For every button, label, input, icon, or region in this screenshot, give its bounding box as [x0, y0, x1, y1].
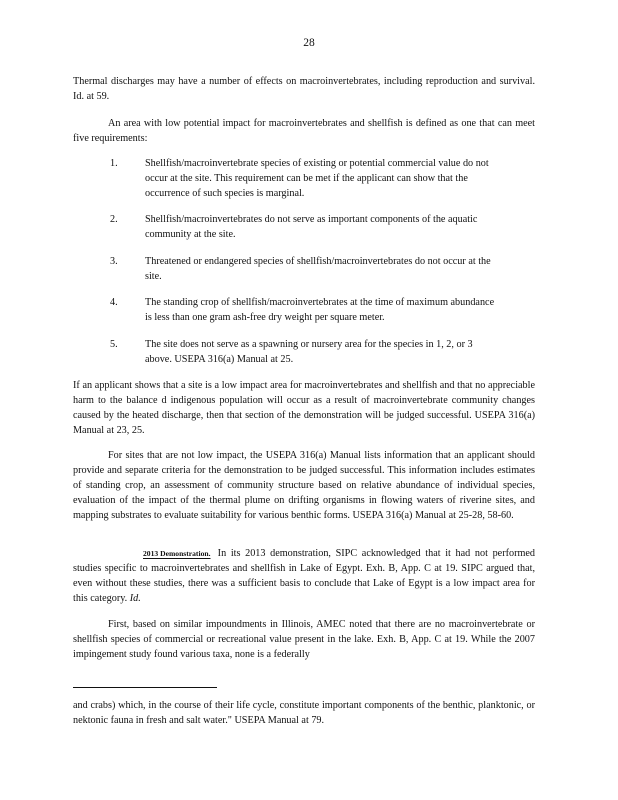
- page-number: 28: [303, 37, 315, 49]
- paragraph-2013-demonstration: [73, 546, 535, 606]
- requirement-number: 1.: [110, 158, 118, 169]
- requirement-item: [73, 295, 535, 325]
- paragraph-thermal-discharges: Thermal discharges may have a number of effects on macroinvertebrates, including reproduction and survival. Id. at 59.: [73, 76, 535, 102]
- requirement-item: [73, 337, 535, 367]
- footnote-divider: [73, 687, 217, 688]
- requirement-number: 2.: [110, 214, 118, 225]
- requirement-item: [73, 212, 535, 242]
- paragraph-low-impact-definition: An area with low potential impact for macroinvertebrates and shellfish is defined as one that can meet five requirements:: [73, 118, 535, 144]
- requirement-text: Shellfish/macroinvertebrate species of existing or potential commercial value do not occur at the site. This requirement can be met if the applicant can show that the occurrence of such species is marginal.: [145, 158, 489, 199]
- requirement-text: Shellfish/macroinvertebrates do not serve as important components of the aquatic community at the site.: [145, 214, 478, 240]
- paragraph-similar-impoundments: First, based on similar impoundments in Illinois, AMEC noted that there are no macroinvertebrate or shellfish species of commercial or recreational value present in the lake. Exh. B, App. C at 19. While the 2007 impingement study found various taxa, none is a federally: [73, 619, 535, 660]
- requirement-item: [73, 156, 535, 201]
- requirement-item: [73, 254, 535, 284]
- id-citation: Id.: [129, 593, 141, 604]
- section-heading: 2013 Demonstration.: [143, 549, 211, 558]
- paragraph-non-low-impact-sites: For sites that are not low impact, the USEPA 316(a) Manual lists information that an applicant should provide and separate criteria for the demonstration to be judged successful. This information includes estimates of standing crop, an assessment of community structure based on relative abundance of individual species, evaluation of the impact of the thermal plume on drifting organisms in flowing waters of riverine sites, and mapping substrates to evaluate suitability for various benthic forms. USEPA 316(a) Manual at 25-28, 58-60.: [73, 450, 535, 521]
- requirement-number: 4.: [110, 297, 118, 308]
- requirement-number: 3.: [110, 256, 118, 267]
- paragraph-2013-text: In its 2013 demonstration, SIPC acknowledged that it had not performed studies specific to macroinvertebrates and shellfish in Lake of Egypt. Exh. B, App. C at 19. SIPC argued that, even without these studies, there was a sufficient basis to conclude that Lake of Egypt is a low impact area for this category.: [73, 548, 536, 604]
- requirement-number: 5.: [110, 339, 118, 350]
- requirement-text: The standing crop of shellfish/macroinvertebrates at the time of maximum abundance is less than one gram ash-free dry weight per square meter.: [145, 297, 495, 323]
- paragraph-low-impact-judgment: If an applicant shows that a site is a low impact area for macroinvertebrates and shellfish and that no appreciable harm to the balance d indigenous population will occur as a result of macroinvertebrate community changes caused by the heated discharge, then that section of the demonstration will be judged successful. USEPA 316(a) Manual at 23, 25.: [73, 380, 535, 436]
- footnote-text: and crabs) which, in the course of their life cycle, constitute important components of the benthic, planktonic, or nektonic fauna in fresh and salt water." USEPA Manual at 79.: [73, 700, 535, 726]
- requirement-text: The site does not serve as a spawning or nursery area for the species in 1, 2, or 3 above. USEPA 316(a) Manual at 25.: [145, 339, 473, 365]
- requirement-text: Threatened or endangered species of shellfish/macroinvertebrates do not occur at the site.: [145, 256, 491, 282]
